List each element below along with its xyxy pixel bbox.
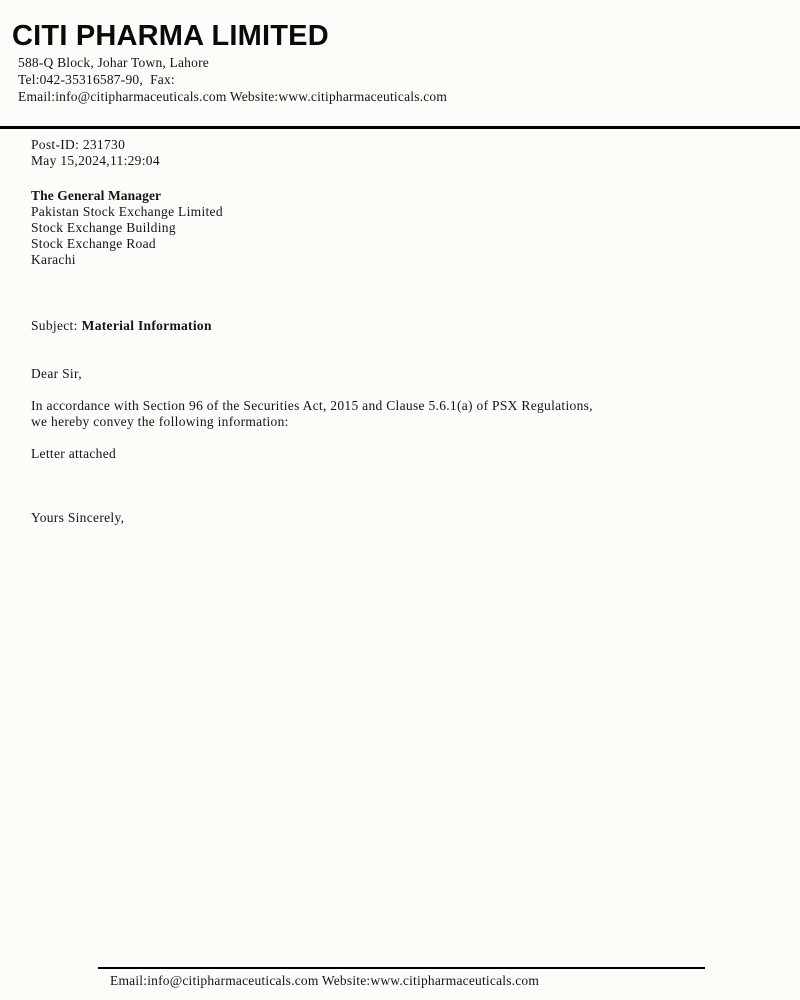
recipient-address-line: Stock Exchange Road (31, 236, 156, 251)
footer-contact: Email:info@citipharmaceuticals.com Website:www.citipharmaceuticals.com (110, 973, 540, 988)
recipient-block (31, 188, 223, 268)
attachment-note: Letter attached (31, 446, 117, 461)
recipient-address-line: Karachi (31, 252, 76, 267)
company-name: CITI PHARMA LIMITED (12, 20, 329, 52)
subject-value: Material Information (81, 318, 212, 333)
recipient-address-line: Stock Exchange Building (31, 220, 176, 235)
closing: Yours Sincerely, (31, 510, 125, 525)
salutation: Dear Sir, (31, 366, 82, 381)
post-id: Post-ID: 231730 (31, 137, 126, 152)
header-address-block (18, 54, 447, 105)
body-paragraph-line: we hereby convey the following information: (31, 414, 289, 429)
post-datetime: May 15,2024,11:29:04 (31, 153, 160, 168)
body-paragraph (31, 398, 691, 430)
footer-divider-rule (98, 967, 705, 969)
recipient-title: The General Manager (31, 188, 162, 203)
body-paragraph-line: In accordance with Section 96 of the Securities Act, 2015 and Clause 5.6.1(a) of PSX Regulations, (31, 398, 593, 413)
subject-label: Subject: (31, 318, 78, 333)
header-divider-rule (0, 126, 800, 129)
subject-line (31, 318, 212, 334)
header-address-line: 588-Q Block, Johar Town, Lahore (18, 55, 209, 70)
header-tel-fax-line: Tel:042-35316587-90, Fax: (18, 72, 175, 87)
post-meta-block (31, 137, 160, 169)
header-email-website-line: Email:info@citipharmaceuticals.com Website:www.citipharmaceuticals.com (18, 89, 448, 104)
recipient-address-line: Pakistan Stock Exchange Limited (31, 204, 223, 219)
